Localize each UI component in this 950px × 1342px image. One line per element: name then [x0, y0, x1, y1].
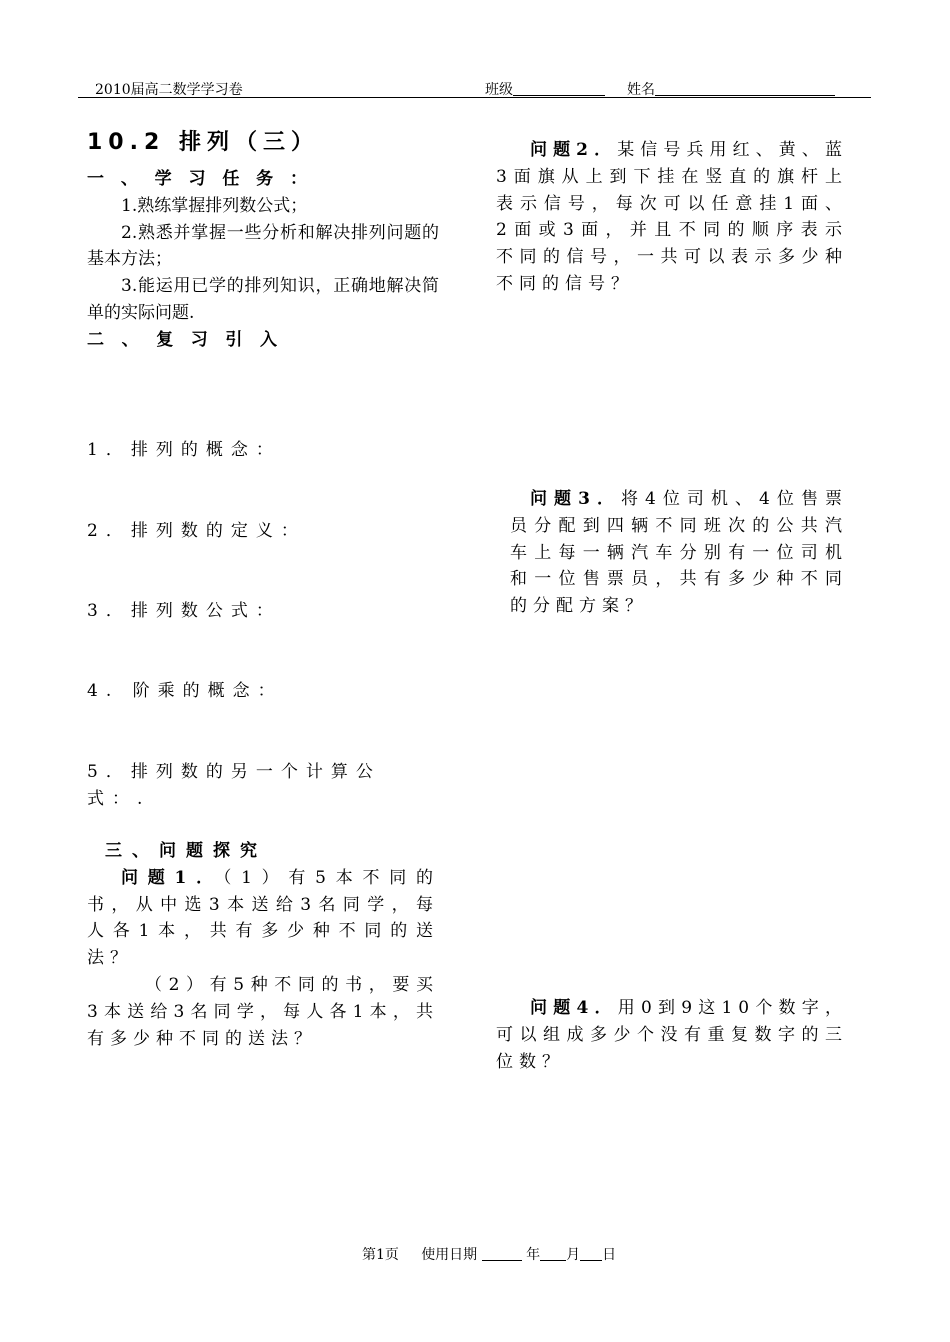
name-blank[interactable] [655, 81, 835, 96]
problem1-part1 [87, 865, 439, 972]
class-blank[interactable] [513, 81, 605, 96]
problem2-label: 问题2． [530, 140, 618, 160]
task-item-3: 3.能运用已学的排列知识，正确地解决简单的实际问题. [87, 276, 439, 323]
name-field[interactable] [627, 79, 835, 99]
day-blank[interactable] [580, 1246, 602, 1261]
task-item-2: 2.熟悉并掌握一些分析和解决排列问题的基本方法； [87, 222, 439, 270]
problem3-text: 将4位司机、4位售票员分配到四辆不同班次的公共汽车上每一辆汽车分别有一位司机和一位售票员，共有多少种不同的分配方案？ [510, 489, 848, 617]
month-label: 月 [566, 1247, 581, 1263]
problem4 [496, 995, 848, 1075]
date-label: 使用日期 [421, 1247, 478, 1263]
review-item-2: 2．排列数的定义： [87, 521, 306, 541]
problem1-label: 问题1． [121, 867, 223, 888]
problem3-label: 问题3． [530, 489, 621, 509]
day-label: 日 [602, 1247, 617, 1263]
left-column [87, 166, 439, 354]
problem1-part1-text: （1）有5本不同的书，从中选3本送给3名同学，每人各1本，共有多少种不同的送法？ [87, 867, 439, 969]
problem1-part2: （2）有5种不同的书，要买3本送给3名同学，每人各1本，共有多少种不同的送法？ [87, 974, 439, 1049]
header-rule [78, 97, 871, 98]
header-title: 2010届高二数学学习卷 [95, 82, 243, 98]
problem4-label: 问题4． [530, 998, 618, 1018]
name-label: 姓名 [627, 82, 655, 98]
footer [362, 1244, 616, 1264]
section3-heading: 三、问题探究 [105, 841, 267, 861]
page-title: 10.2 排列（三） [87, 130, 319, 155]
problem3 [510, 486, 848, 620]
section3-block [87, 838, 439, 1052]
review-item-1: 1．排列的概念： [87, 440, 281, 460]
review-item-5: 5．排列数的另一个计算公式：. [87, 762, 381, 809]
section2-heading: 二、复习引入 [87, 329, 287, 350]
review-item-4: 4. 阶乘的概念： [87, 681, 283, 701]
page-number: 第1页 [362, 1247, 399, 1263]
class-label: 班级 [485, 82, 513, 98]
problem4-text: 用0到9这10个数字，可以组成多少个没有重复数字的三位数？ [496, 998, 848, 1072]
month-blank[interactable] [540, 1246, 566, 1261]
section1-heading: 一、学习任务： [87, 169, 317, 189]
class-field[interactable] [485, 79, 605, 99]
task-item-1: 1.熟练掌握排列数公式； [121, 195, 308, 216]
year-blank[interactable] [482, 1246, 522, 1261]
problem2-text: 某信号兵用红、黄、蓝3面旗从上到下挂在竖直的旗杆上表示信号，每次可以任意挂1面、2面或3面，并且不同的顺序表示不同的信号，一共可以表示多少种不同的信号？ [496, 140, 848, 294]
review-item-3: 3．排列数公式： [87, 601, 281, 621]
problem2 [496, 137, 848, 298]
year-label: 年 [526, 1247, 541, 1263]
